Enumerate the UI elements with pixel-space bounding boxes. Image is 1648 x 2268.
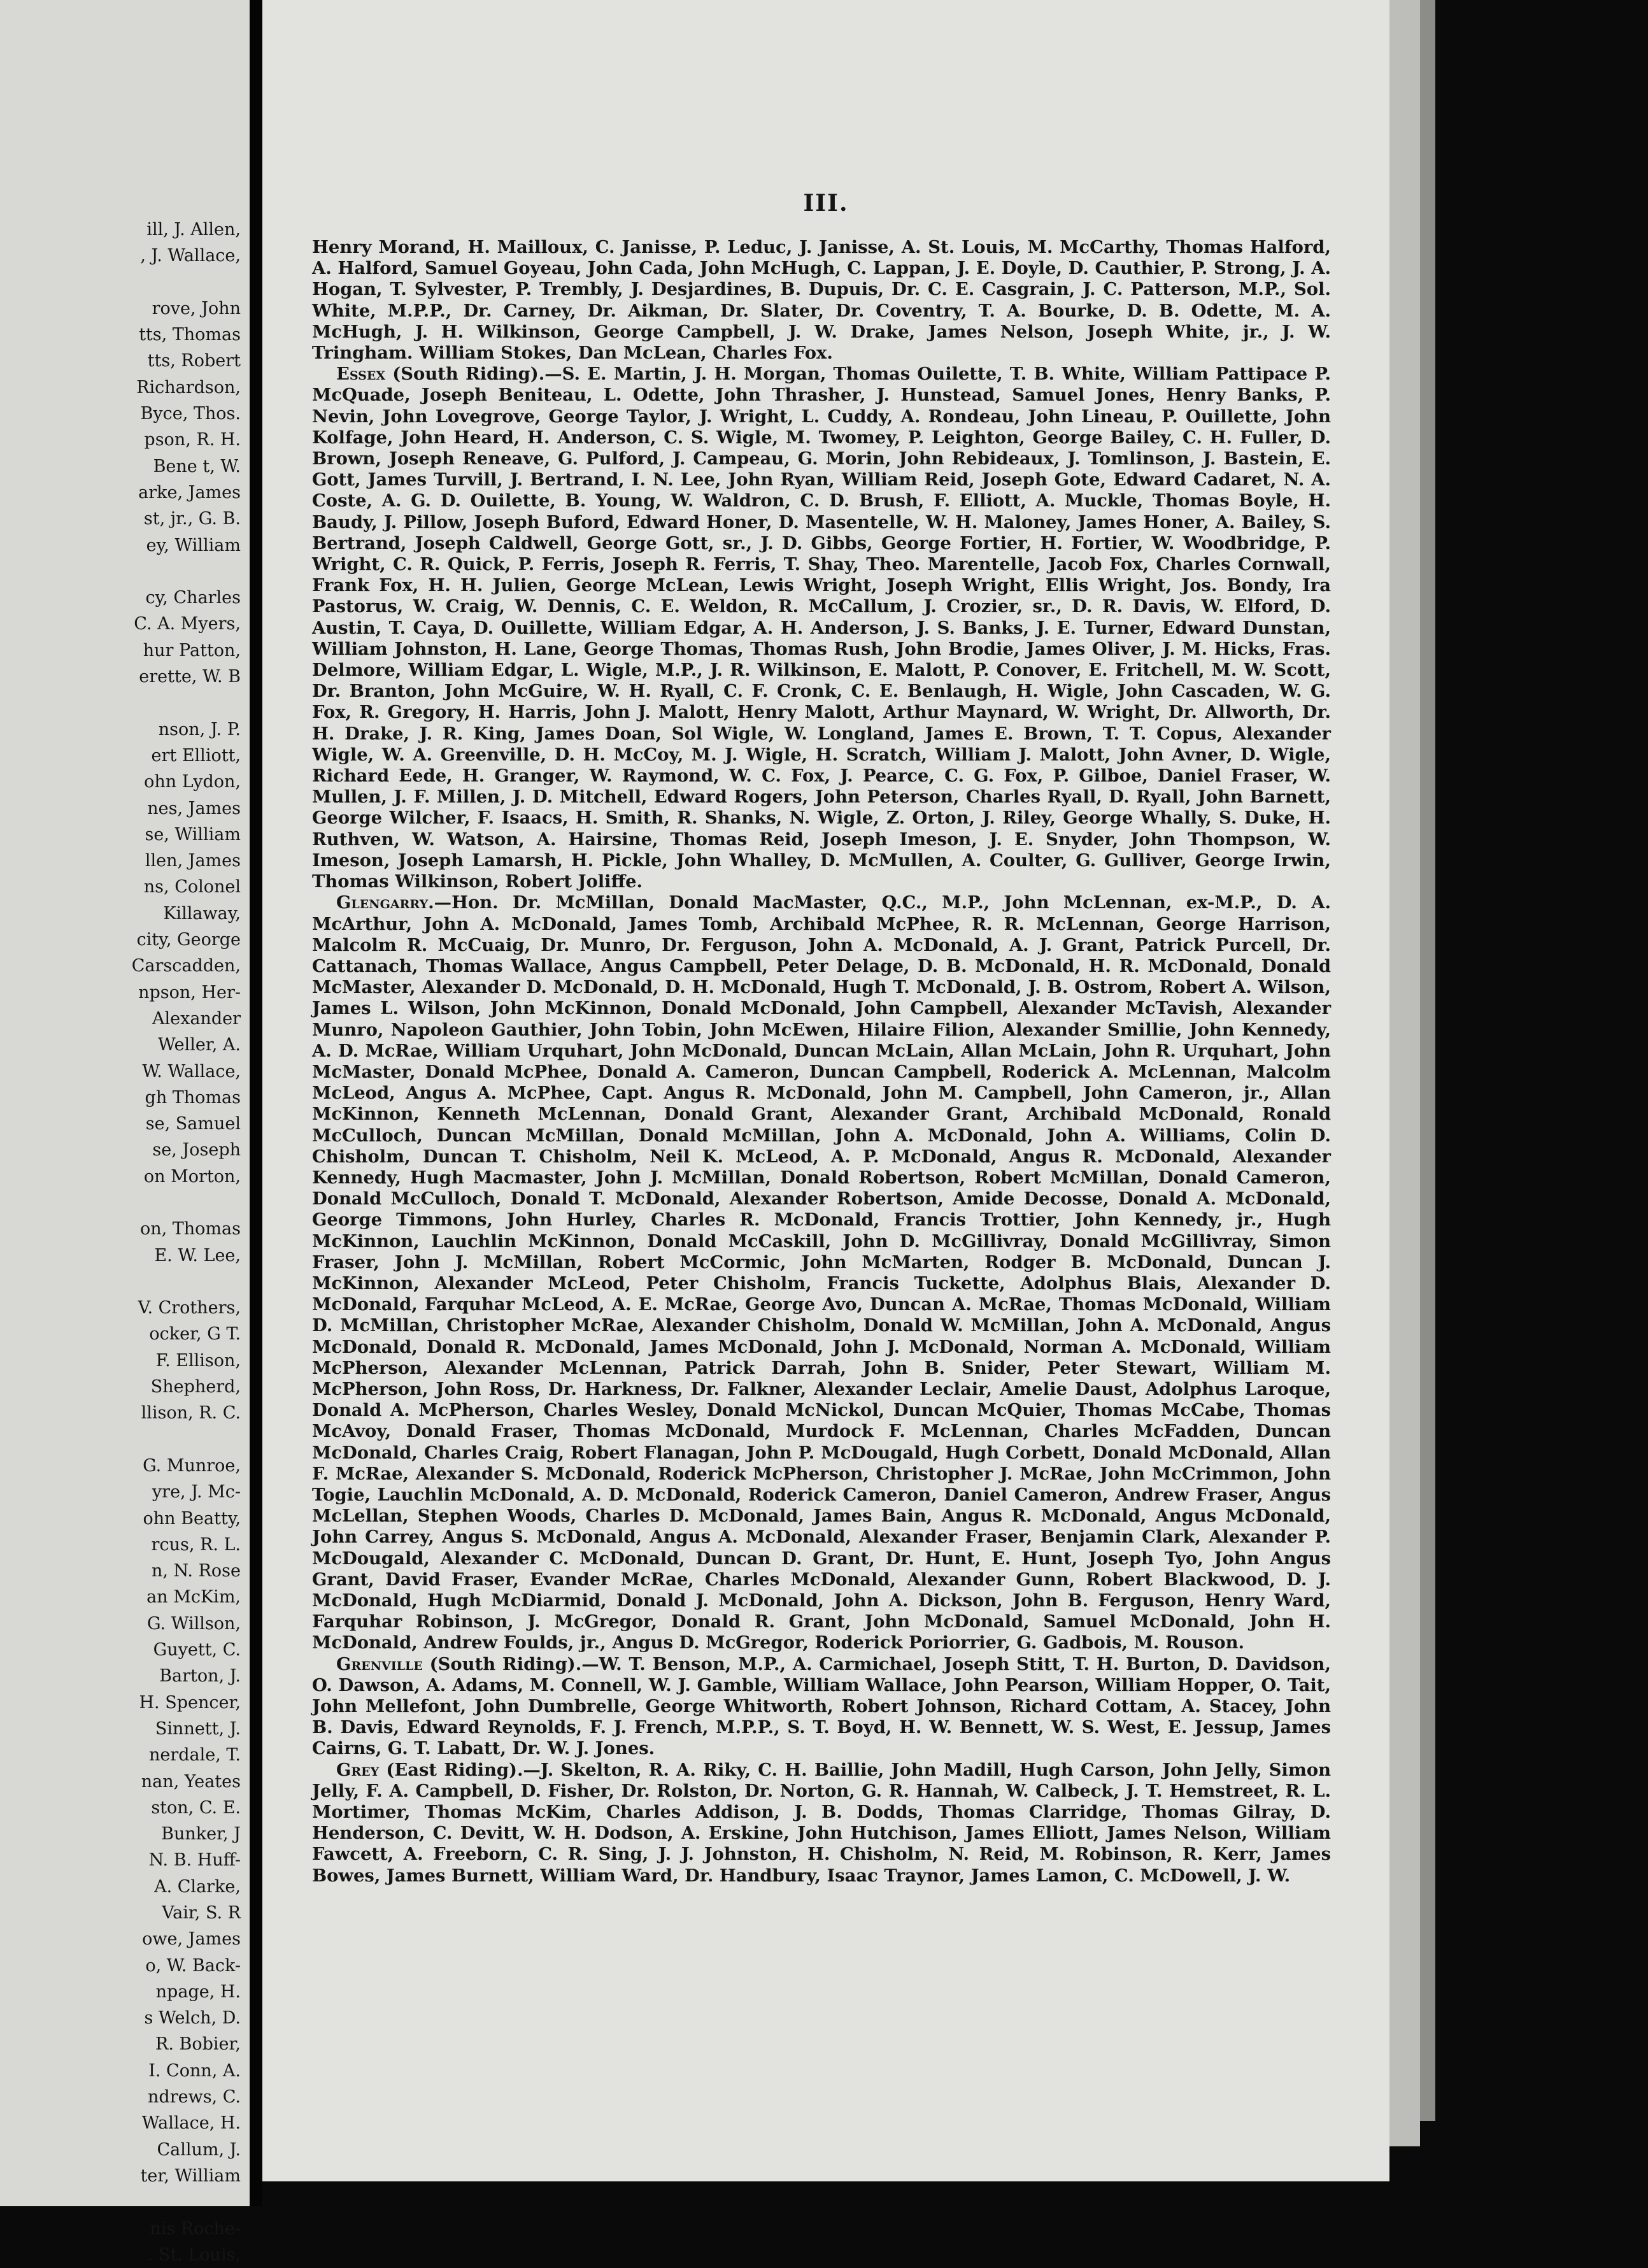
previous-page-line: se, William [145, 824, 241, 845]
previous-page-line: Sinnett, J. [155, 1718, 241, 1739]
previous-page-line: ston, C. E. [151, 1797, 241, 1818]
paragraph-essex [312, 364, 1331, 892]
previous-page-line: ey, William [146, 535, 241, 555]
previous-page-line: . St. Louis, [147, 2244, 241, 2265]
previous-page-line [0, 1190, 241, 1216]
previous-page-line: G. Munroe, [143, 1455, 241, 1476]
previous-page-line: tts, Robert [147, 351, 241, 371]
paragraph-lead: Glengarry [336, 892, 429, 913]
previous-page-line: G. Willson, [146, 1613, 241, 1634]
previous-page-line: A. Clarke, [154, 1876, 241, 1897]
previous-page-line: llen, James [145, 851, 241, 871]
previous-page-line: Shepherd, [150, 1377, 241, 1397]
previous-page-line: se, Joseph [152, 1140, 241, 1160]
previous-page-line: Alexander [152, 1008, 241, 1029]
previous-page-line: Wallace, H. [141, 2113, 241, 2134]
previous-page-line: ohn Lydon, [144, 772, 241, 792]
previous-page-line [0, 1269, 241, 1295]
previous-page-line: , J. Wallace, [140, 246, 241, 266]
paragraph-text: Henry Morand, H. Mailloux, C. Janisse, P. Leduc, J. Janisse, A. St. Louis, M. McCarthy, Thomas Halford, A. Halford, Samuel Goyeau, John Cada, John McHugh, C. Lappan, J. E. Doyle, D. Cauthier, P. Strong, J. A. Hogan, T. Sylvester, P. Trembly, J. Desjardines, B. Dupuis, Dr. C. E. Casgrain, J. C. Patterson, M.P., Sol. White, M.P.P., Dr. Carney, Dr. Aikman, Dr. Slater, Dr. Coventry, T. A. Bourke, D. B. Odette, M. A. McHugh, J. H. Wilkinson, George Campbell, J. W. Drake, James Nelson, Joseph White, jr., J. W. Tringham. William Stokes, Dan McLean, Charles Fox. [312, 237, 1331, 364]
previous-page-line: pson, R. H. [144, 430, 241, 450]
previous-page-line: H. Spencer, [139, 1692, 241, 1713]
paragraph-lead: Essex [336, 364, 386, 385]
previous-page-line: R. Bobier, [155, 2034, 241, 2055]
previous-page-line: Killaway, [163, 903, 241, 924]
paragraph-grey [312, 1760, 1331, 1886]
previous-page-line: on Morton, [143, 1166, 241, 1187]
paragraph-text: (South Riding).—W. T. Benson, M.P., A. Carmichael, Joseph Stitt, T. H. Burton, D. Davidson, O. Dawson, A. Adams, M. Connell, W. J. Gamble, William Wallace, John Pearson, William Hopper, O. Tait, John Mellefont, John Dumbrelle, George Whitworth, Robert Johnson, Richard Cottam, A. Stacey, John B. Davis, Edward Reynolds, F. J. French, M.P.P., S. T. Boyd, H. W. Bennett, W. S. West, E. Jessup, James Cairns, G. T. Labatt, Dr. W. J. Jones. [312, 1653, 1331, 1759]
previous-page-line: city, George [136, 930, 241, 950]
previous-page-line: nes, James [147, 798, 241, 818]
paragraph-text: .—Hon. Dr. McMillan, Donald MacMaster, Q.C., M.P., John McLennan, ex-M.P., D. A. McArthur, John A. McDonald, James Tomb, Archibald McPhee, R. R. McLennan, George Harrison, Malcolm R. McCuaig, Dr. Munro, Dr. Ferguson, John A. McDonald, A. J. Grant, Patrick Purcell, Dr. Cattanach, Thomas Wallace, Angus Campbell, Peter Delage, D. B. McDonald, H. R. McDonald, Donald McMaster, Alexander D. McDonald, D. H. McDonald, Hugh T. McDonald, J. B. Ostrom, Robert A. Wilson, James L. Wilson, John McKinnon, Donald McDonald, John Campbell, Alexander McTavish, Alexander Munro, Napoleon Gauthier, John Tobin, John McEwen, Hilaire Filion, Alexander Smillie, John Kennedy, A. D. McRae, William Urquhart, John McDonald, Duncan McLain, Allan McLain, John R. Urquhart, John McMaster, Donald McPhee, Donald A. Cameron, Duncan Campbell, Roderick A. McLennan, Malcolm McLeod, Angus A. McPhee, Capt. Angus R. McDonald, John M. Campbell, John Cameron, jr., Allan McKinnon, Kenneth McLennan, Donald Grant, Alexander Grant, Archibald McDonald, Ronald McCulloch, Duncan McMillan, Donald McMillan, John A. McDonald, John A. Williams, Colin D. Chisholm, Duncan T. Chisholm, Neil K. McLeod, A. P. McDonald, Angus R. McDonald, Alexander Kennedy, Hugh Macmaster, John J. McMillan, Donald Robertson, Robert McMillan, Donald Cameron, Donald McCulloch, Donald T. McDonald, Alexander Robertson, Amide Decosse, Donald A. McDonald, George Timmons, John Hurley, Charles R. McDonald, Francis Trottier, John Kennedy, jr., Hugh McKinnon, Lauchlin McKinnon, Donald McCaskill, John D. McGillivray, Donald McGillivray, Simon Fraser, John J. McMillan, Robert McCormic, John McMarten, Rodger B. McDonald, Duncan J. McKinnon, Alexander McLeod, Peter Chisholm, Francis Tuckette, Adolphus Blais, Alexander D. McDonald, Farquhar McLeod, A. E. McRae, George Avo, Duncan A. McRae, Thomas McDonald, William D. McMillan, Christopher McRae, Alexander Chisholm, Donald W. McMillan, John A. McDonald, Angus McDonald, Donald R. McDonald, James McDonald, John J. McDonald, Norman A. McDonald, William McPherson, Alexander McLennan, Patrick Darrah, John B. Snider, Peter Stewart, William M. McPherson, John Ross, Dr. Harkness, Dr. Falkner, Alexander Leclair, Amelie Daust, Adolphus Laroque, Donald A. McPherson, Charles Wesley, Donald McNickol, Duncan McQuier, Thomas McCabe, Thomas McAvoy, Donald Fraser, Thomas McDonald, Murdock F. McLennan, Charles McFadden, Duncan McDonald, Charles Craig, Robert Flanagan, John P. McDougald, Hugh Corbett, Donald McDonald, Allan F. McRae, Alexander S. McDonald, Roderick McPherson, Christopher J. McRae, John McCrimmon, John Togie, Lauchlin McDonald, A. D. McDonald, Roderick Cameron, Daniel Cameron, Andrew Fraser, Angus McLellan, Stephen Woods, Charles D. McDonald, James Bain, Angus R. McDonald, Angus McDonald, John Carrey, Angus S. McDonald, Angus A. McDonald, Alexander Fraser, Benjamin Clark, Alexander P. McDougald, Alexander C. McDonald, Duncan D. Grant, Dr. Hunt, E. Hunt, Joseph Tyo, John Angus Grant, David Fraser, Evander McRae, Charles McDonald, Alexander Gunn, Robert Blackwood, D. J. McDonald, Hugh McDiarmid, Donald J. McDonald, John A. Dickson, John B. Ferguson, Henry Ward, Farquhar Robinson, J. McGregor, Donald R. Grant, John McDonald, Samuel McDonald, John H. McDonald, Andrew Foulds, jr., Angus D. McGregor, Roderick Poriorrier, G. Gadbois, M. Rouson. [312, 892, 1331, 1653]
previous-page-line: Callum, J. [157, 2139, 241, 2160]
paragraph-grenville [312, 1654, 1331, 1760]
previous-page-line: nerdale, T. [148, 1745, 241, 1765]
previous-page-line: N. B. Huff- [148, 1850, 241, 1871]
page-edge [1389, 0, 1420, 2146]
paragraph-continued [312, 237, 1331, 364]
previous-page-line: npson, Her- [138, 982, 241, 1002]
previous-page-line: owe, James [142, 1929, 241, 1950]
previous-page-line: an McKim, [146, 1587, 241, 1608]
previous-page-line: C. A. Myers, [134, 614, 241, 634]
previous-page-line: npage, H. [155, 1981, 241, 2002]
previous-page-line: ert Elliott, [151, 745, 241, 766]
previous-page-line: erette, W. B [139, 667, 241, 687]
previous-page-line [0, 1427, 241, 1453]
previous-page-line: on, Thomas [139, 1219, 241, 1239]
previous-page-line: ns, Colonel [143, 877, 241, 897]
previous-page-line: arke, James [138, 482, 241, 503]
previous-page-line: ill, J. Allen, [146, 220, 241, 239]
previous-page-line: llison, R. C. [141, 1403, 241, 1423]
paragraph-glengarry [312, 892, 1331, 1653]
previous-page-line: Weller, A. [158, 1035, 241, 1055]
previous-page-line: n, N. Rose [151, 1561, 241, 1581]
previous-page-line: rove, John [152, 298, 241, 318]
paragraph-lead: Grey [336, 1759, 380, 1780]
previous-page-line: Byce, Thos. [140, 404, 241, 424]
page-number: III. [803, 190, 849, 217]
previous-page-line: nson, J. P. [158, 719, 241, 739]
previous-page-text [0, 217, 241, 2268]
previous-page-line: V. Crothers, [138, 1298, 241, 1318]
previous-page [0, 0, 250, 2265]
paragraph-text: (East Riding).—J. Skelton, R. A. Riky, C. H. Baillie, John Madill, Hugh Carson, John Jelly, Simon Jelly, F. A. Campbell, D. Fisher, Dr. Rolston, Dr. Norton, G. R. Hannah, W. Calbeck, J. T. Hemstreet, R. L. Mortimer, Thomas McKim, Charles Addison, J. B. Dodds, Thomas Clarridge, Thomas Gilray, D. Henderson, C. Devitt, W. H. Dodson, A. Erskine, John Hutchison, James Elliott, James Nelson, William Fawcett, A. Freeborn, C. R. Sing, J. J. Johnston, H. Chisholm, N. Reid, M. Robinson, R. Kerr, James Bowes, James Burnett, William Ward, Dr. Handbury, Isaac Traynor, James Lamon, C. McDowell, J. W. [312, 1759, 1331, 1886]
previous-page-line: Barton, J. [159, 1666, 241, 1687]
previous-page-line: nan, Yeates [141, 1771, 241, 1792]
previous-page-line: yre, J. Mc- [152, 1482, 241, 1502]
current-page [262, 0, 1389, 2181]
previous-page-line: se, Samuel [145, 1114, 241, 1134]
previous-page-line: Vair, S. R [162, 1903, 241, 1923]
previous-page-line: Bunker, J [161, 1824, 241, 1844]
previous-page-line: hur Patton, [143, 640, 241, 660]
previous-page-line [0, 2189, 241, 2215]
binding-gutter [250, 0, 262, 2206]
previous-page-line: o, W. Back- [145, 1955, 241, 1976]
previous-page-line: I. Conn, A. [148, 2060, 241, 2081]
previous-page-line: st, jr., G. B. [143, 509, 241, 529]
previous-page-line: s Welch, D. [144, 2008, 241, 2029]
previous-page-line [0, 690, 241, 716]
previous-page-line: cy, Charles [145, 588, 241, 608]
previous-page-line: nis Roche- [150, 2218, 241, 2239]
previous-page-line: ndrews, C. [148, 2087, 241, 2108]
page-body [312, 237, 1331, 1886]
previous-page-line [0, 559, 241, 585]
previous-page-line: E. W. Lee, [154, 1245, 241, 1266]
page-edge-shadow [1420, 0, 1435, 2121]
previous-page-line: tts, Thomas [139, 325, 241, 345]
previous-page-line: F. Ellison, [155, 1350, 241, 1371]
paragraph-text: (South Riding).—S. E. Martin, J. H. Morgan, Thomas Ouilette, T. B. White, William Pattipace P. McQuade, Joseph Beniteau, L. Odette, John Thrasher, J. Hunstead, Samuel Jones, Henry Banks, P. Nevin, John Lovegrove, George Taylor, J. Wright, L. Cuddy, A. Rondeau, John Lineau, P. Ouillette, John Kolfage, John Heard, H. Anderson, C. S. Wigle, M. Twomey, P. Leighton, George Bailey, C. H. Fuller, D. Brown, Joseph Reneave, G. Pulford, J. Campeau, G. Morin, John Rebideaux, J. Tomlinson, J. Bastein, E. Gott, James Turvill, J. Bertrand, I. N. Lee, John Ryan, William Reid, Joseph Gote, Edward Cadaret, N. A. Coste, A. G. D. Ouilette, B. Young, W. Waldron, C. D. Brush, F. Elliott, A. Muckle, Thomas Boyle, H. Baudy, J. Pillow, Joseph Buford, Edward Honer, D. Masentelle, W. H. Maloney, James Honer, A. Bailey, S. Bertrand, Joseph Caldwell, George Gott, sr., J. D. Gibbs, George Fortier, H. Fortier, W. Woodbridge, P. Wright, C. R. Quick, P. Ferris, Joseph R. Ferris, T. Shay, Theo. Marentelle, Jacob Fox, Charles Cornwall, Frank Fox, H. H. Julien, George McLean, Lewis Wright, Joseph Wright, Ellis Wright, Jos. Bondy, Ira Pastorus, W. Craig, W. Dennis, C. E. Weldon, R. McCallum, J. Crozier, sr., D. R. Davis, W. Elford, D. Austin, T. Caya, D. Ouillette, William Edgar, A. H. Anderson, J. S. Banks, J. E. Turner, Edward Dunstan, William Johnston, H. Lane, George Thomas, Thomas Rush, John Brodie, James Oliver, J. M. Hicks, Fras. Delmore, William Edgar, L. Wigle, M.P., J. R. Wilkinson, E. Malott, P. Conover, E. Fritchell, M. W. Scott, Dr. Branton, John McGuire, W. H. Ryall, C. F. Cronk, C. E. Benlaugh, H. Wigle, John Cascaden, W. G. Fox, R. Gregory, H. Harris, John J. Malott, Henry Malott, Arthur Maynard, W. Wright, Dr. Allworth, Dr. H. Drake, J. R. King, James Doan, Sol Wigle, W. Longland, James E. Brown, T. T. Copus, Alexander Wigle, W. A. Greenville, D. H. McCoy, M. J. Wigle, H. Scratch, William J. Malott, John Avner, D. Wigle, Richard Eede, H. Granger, W. Raymond, W. C. Fox, J. Pearce, C. G. Fox, P. Gilboe, Daniel Fraser, W. Mullen, J. F. Millen, J. D. Mitchell, Edward Rogers, John Peterson, Charles Ryall, D. Ryall, John Barnett, George Wilcher, F. Isaacs, H. Smith, R. Shanks, N. Wigle, Z. Orton, J. Riley, George Whally, S. Duke, H. Ruthven, W. Watson, A. Hairsine, Thomas Reid, Joseph Imeson, J. E. Snyder, John Thompson, W. Imeson, Joseph Lamarsh, H. Pickle, John Whalley, D. McMullen, A. Coulter, G. Gulliver, George Irwin, Thomas Wilkinson, Robert Joliffe. [312, 364, 1331, 892]
previous-page-line: ter, William [140, 2165, 241, 2186]
previous-page-line: gh Thomas [145, 1087, 241, 1108]
previous-page-line: ohn Beatty, [143, 1508, 241, 1529]
previous-page-line: rcus, R. L. [151, 1534, 241, 1555]
previous-page-line: W. Wallace, [142, 1061, 241, 1081]
previous-page-line: Richardson, [136, 377, 241, 397]
previous-page-line: Bene t, W. [153, 456, 241, 476]
previous-page-line [0, 269, 241, 296]
previous-page-line: ocker, G T. [149, 1324, 241, 1344]
paragraph-lead: Grenville [336, 1653, 423, 1674]
previous-page-line: Guyett, C. [153, 1640, 241, 1660]
previous-page-line: Carscadden, [131, 956, 241, 976]
